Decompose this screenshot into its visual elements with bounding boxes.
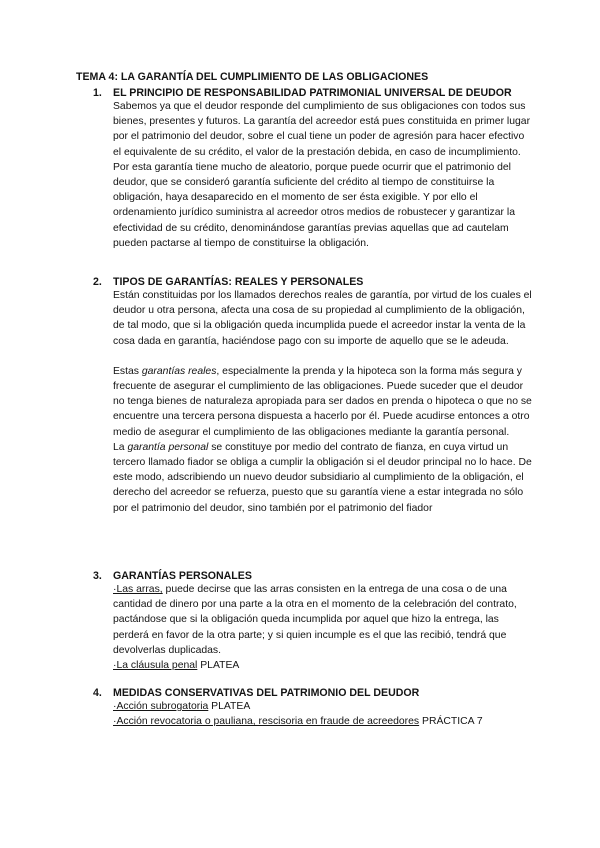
reference-label: PRÁCTICA 7 bbox=[419, 716, 483, 728]
paragraph bbox=[113, 364, 533, 440]
section-3 bbox=[93, 570, 533, 673]
section-number: 4. bbox=[93, 687, 102, 699]
text-run: Estas bbox=[113, 365, 142, 377]
text-run: La bbox=[113, 441, 128, 453]
section-title: MEDIDAS CONSERVATIVAS DEL PATRIMONIO DEL DEUDOR bbox=[113, 687, 420, 699]
section-body bbox=[113, 99, 533, 251]
section-1 bbox=[93, 87, 533, 251]
accion-revocatoria-link[interactable]: ·Acción revocatoria o pauliana, rescisoria en fraude de acreedores bbox=[113, 716, 420, 728]
section-body bbox=[113, 288, 533, 516]
list-item bbox=[113, 714, 533, 729]
section-4 bbox=[93, 687, 533, 729]
paragraph: Por esta garantía tiene mucho de aleatorio, porque puede ocurrir que el patrimonio del deudor, que se consideró garantía suficiente del crédito al tiempo de constituirse la obligación, haya desaparecido en el momento de ser ésta exigible. Y por ello el ordenamiento jurídico suministra al acreedor otros medios de robustecer y garantizar la efectividad de su crédito, denominándose garantías previas aquellas que ad cautelam pueden pactarse al tiempo de constituirse la obligación. bbox=[113, 161, 515, 249]
list-item bbox=[113, 658, 533, 673]
section-title: EL PRINCIPIO DE RESPONSABILIDAD PATRIMONIAL UNIVERSAL DE DEUDOR bbox=[113, 87, 512, 99]
reference-label: PLATEA bbox=[197, 660, 240, 672]
paragraph: Sabemos ya que el deudor responde del cumplimiento de sus obligaciones con todos sus bienes, presentes y futuros. La garantía del acreedor está pues constituida en primer lugar por el patrimonio del deudor, sobre el cual tiene un poder de agresión para hacer efectivo el equivalente de su crédito, el valor de la prestación debida, en caso de incumplimiento. bbox=[113, 101, 531, 158]
list-item bbox=[113, 699, 533, 714]
section-number: 3. bbox=[93, 570, 102, 582]
emphasis-garantia-personal: garantía personal bbox=[127, 441, 209, 453]
section-heading bbox=[93, 687, 533, 699]
section-title: GARANTÍAS PERSONALES bbox=[113, 570, 252, 582]
section-body bbox=[113, 582, 533, 673]
section-number: 2. bbox=[93, 276, 102, 288]
document-title: TEMA 4: LA GARANTÍA DEL CUMPLIMIENTO DE LAS OBLIGACIONES bbox=[76, 71, 429, 83]
text-run: , especialmente la prenda y la hipoteca son la forma más segura y frecuente de asegurar el cumplimiento de las obligaciones. Puede suceder que el deudor no tenga bienes de naturaleza apropiada para ser dados en prenda o hipoteca o que no se encuentre una tercera persona dispuesta a hacerlo por él. Puede acudirse entonces a otro medio de asegurar el cumplimiento de las obligaciones mediante la garantía personal. bbox=[113, 365, 532, 438]
text-run: puede decirse que las arras consisten en la entrega de una cosa o de una cantidad de dinero por una parte a la otra en el momento de la celebración del contrato, pactándose que si la obligación queda incumplida por aquel que hizo la entrega, las perderá en favor de la otra parte; y si quien incumple es el que las recibió, tendrá que devolverlas duplicadas. bbox=[113, 584, 517, 656]
section-heading bbox=[93, 87, 533, 99]
section-title: TIPOS DE GARANTÍAS: REALES Y PERSONALES bbox=[113, 276, 364, 288]
section-number: 1. bbox=[93, 87, 102, 99]
arras-link[interactable]: ·Las arras, bbox=[113, 584, 163, 595]
reference-label: PLATEA bbox=[208, 701, 251, 712]
emphasis-garantias-reales: garantías reales bbox=[141, 365, 217, 377]
paragraph: Están constituidas por los llamados derechos reales de garantía, por virtud de los cuales el deudor u otra persona, afecta una cosa de su propiedad al cumplimiento de la obligación, de tal modo, que si la obligación queda incumplida puede el acreedor instar la venta de la cosa dada en garantía, haciéndose pago con su importe de aquello que se le adeuda. bbox=[113, 290, 532, 347]
paragraph bbox=[113, 582, 533, 658]
paragraph bbox=[113, 440, 533, 516]
clausula-penal-link[interactable]: ·La cláusula penal bbox=[113, 660, 198, 672]
section-heading bbox=[93, 570, 533, 582]
section-heading bbox=[93, 276, 533, 288]
section-body bbox=[113, 699, 533, 729]
text-run: se constituye por medio del contrato de fianza, en cuya virtud un tercero llamado fiador se obliga a cumplir la obligación si el deudor principal no lo hace. De este modo, adscribiendo un nuevo deudor subsidiario al cumplimiento de la obligación, el derecho del acreedor se refuerza, puesto que su garantía viene a estar integrada no sólo por el patrimonio del deudor, sino también por el patrimonio del fiador bbox=[113, 441, 532, 514]
section-2 bbox=[93, 276, 533, 516]
accion-subrogatoria-link[interactable]: ·Acción subrogatoria bbox=[113, 701, 209, 712]
